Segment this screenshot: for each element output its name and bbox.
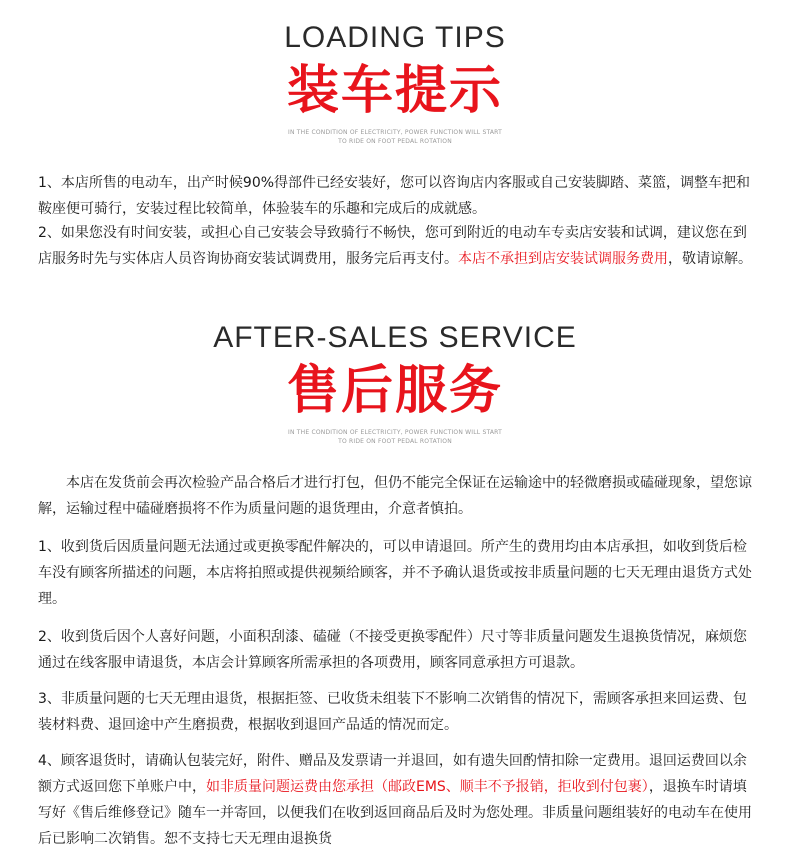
loading-paragraph-2-highlight: 本店不承担到店安装试调服务费用 — [458, 251, 668, 267]
service-en-title: AFTER-SALES SERVICE — [213, 321, 577, 354]
loading-cn-title: 装车提示 — [286, 61, 503, 121]
service-intro: 本店在发货前会再次检验产品合格后才进行打包，但仍不能完全保证在运输途中的轻微磨损或磕碰现象，望您谅解，运输过程中磕碰磨损将不作为质量问题的退货理由，介意者慎拍。 — [38, 475, 752, 517]
loading-paragraph-2 — [38, 220, 758, 272]
service-item-3: 3、非质量问题的七天无理由退货，根据拒签、已收货未组装下不影响二次销售的情况下，需顾客承担来回运费、包装材料费、退回途中产生磨损费，根据收到退回产品适的情况而定。 — [38, 691, 747, 733]
service-item-2: 2、收到货后因个人喜好问题，小面积刮漆、磕碰（不接受更换零配件）尺寸等非质量问题发生退换货情况，麻烦您通过在线客服申请退货，本店会计算顾客所需承担的各项费用，顾客同意承担方可退款。 — [38, 629, 747, 671]
service-fine-line-2: TO RIDE ON FOOT PEDAL ROTATION — [338, 438, 452, 445]
service-item-4-text: 4、顾客退货时，请确认包装完好，附件、赠品及发票请一并退回，如有遗失回酌情扣除一定费用。退回运费回以余额方式返回您下单账户中， — [38, 753, 747, 795]
service-item-4 — [38, 748, 754, 852]
loading-fine-line-2: TO RIDE ON FOOT PEDAL ROTATION — [338, 138, 452, 145]
loading-paragraph-1: 1、本店所售的电动车，出产时候90%得部件已经安装好，您可以咨询店内客服或自己安装脚踏、菜篮，调整车把和鞍座便可骑行，安装过程比较简单，体验装车的乐趣和完成后的成就感。 — [38, 175, 751, 217]
service-item-4-tail: ，退换车时请填写好《售后维修登记》随车一并寄回，以便我们在收到返回商品后及时为您处理。非质量问题组装好的电动车在使用后已影响二次销售。恕不支持七天无理由退换货 — [38, 779, 752, 847]
loading-en-title: LOADING TIPS — [284, 21, 506, 54]
service-fine-line-1: IN THE CONDITION OF ELECTRICITY, POWER FUNCTION WILL START — [288, 429, 502, 436]
service-item-4-highlight: 如非质量问题运费由您承担（邮政EMS、顺丰不予报销，拒收到付包裹） — [206, 779, 649, 795]
loading-paragraph-2-tail: ，敬请谅解。 — [668, 251, 752, 267]
service-item-1: 1、收到货后因质量问题无法通过或更换零配件解决的，可以申请退回。所产生的费用均由本店承担，如收到货后检车没有顾客所描述的问题，本店将拍照或提供视频给顾客，并不予确认退货或按非质量问题的七天无理由退货方式处理。 — [38, 539, 752, 607]
loading-paragraph-2-text: 2、如果您没有时间安装，或担心自己安装会导致骑行不畅快，您可到附近的电动车专卖店安装和试调，建议您在到店服务时先与实体店人员咨询协商安装试调费用，服务完后再支付。 — [38, 225, 747, 267]
service-cn-title: 售后服务 — [286, 361, 503, 421]
loading-fine-line-1: IN THE CONDITION OF ELECTRICITY, POWER FUNCTION WILL START — [288, 129, 502, 136]
